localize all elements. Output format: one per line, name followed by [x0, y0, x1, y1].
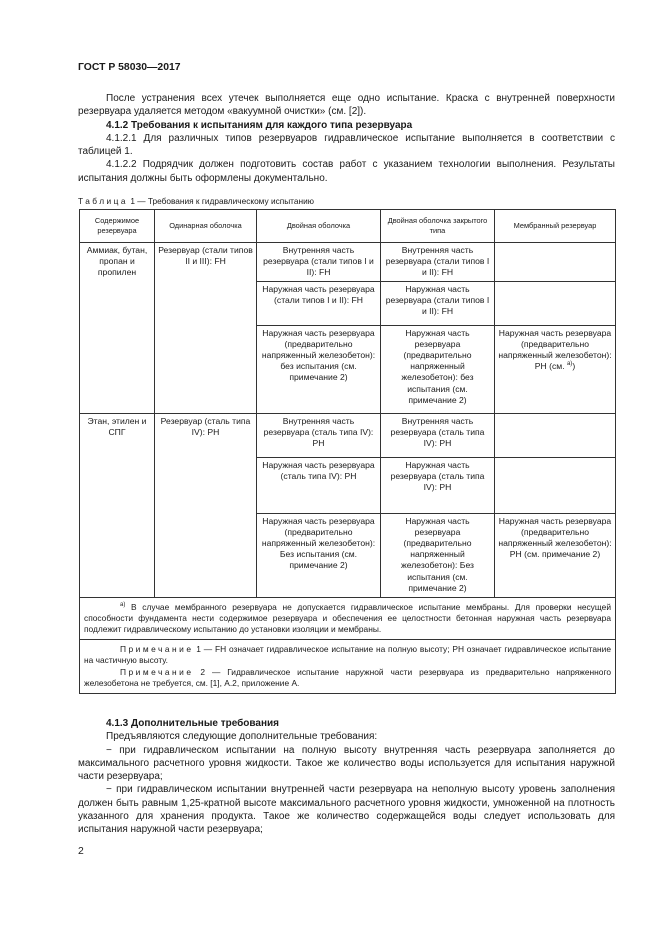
cell-closed-g1-r1: Внутренняя часть резервуара (стали типов I и II): FH [381, 243, 495, 282]
heading-4-1-3: 4.1.3 Дополнительные требования [106, 718, 280, 729]
table-footnote-row [80, 597, 616, 640]
table-footnote [80, 597, 616, 640]
cell-content-g1: Аммиак, бутан, пропан и пропилен [80, 243, 155, 414]
col-header-single: Одинарная оболочка [155, 210, 257, 243]
section-4-1-3 [78, 717, 615, 837]
cell-membrane-g1-r3 [495, 325, 616, 413]
col-header-double: Двойная оболочка [257, 210, 381, 243]
cell-membrane-g1-r2 [495, 281, 616, 325]
cell-double-g2-r1: Внутренняя часть резервуара (сталь типа IV): PH [257, 413, 381, 457]
heading-4-1-2: 4.1.2 Требования к испытаниям для каждого типа резервуара [106, 119, 413, 131]
col-header-membrane: Мембранный резервуар [495, 210, 616, 243]
cell-double-g1-r3: Наружная часть резервуара (предварительно напряженный железобетон): без испытания (см. примечание 2) [257, 325, 381, 413]
paragraph-full-height: − при гидравлическом испытании на полную высоту внутренняя часть резервуара заполняется до максимального расчетного уровня жидкости. Такое же количество воды используется для испытания наружной части резервуара; [78, 744, 615, 783]
footnote-ref: а) [566, 361, 573, 368]
cell-single-g1: Резервуар (стали типов II и III): FH [155, 243, 257, 414]
cell-closed-g1-r2: Наружная часть резервуара (стали типов I и II): FH [381, 281, 495, 325]
cell-content-g2: Этан, этилен и СПГ [80, 413, 155, 597]
caption-word: Таблица [78, 196, 129, 206]
hydraulic-test-table [79, 209, 616, 694]
table-caption [78, 196, 314, 206]
note-1 [84, 644, 611, 666]
document-header: ГОСТ Р 58030—2017 [78, 62, 181, 73]
footnote-text: В случае мембранного резервуара не допускается гидравлическое испытание мембраны. Для проверки несущей способности фундамента нести содержимое резервуара и обеспечения ее целостности бетонная наружная часть резервуара подлежит гидравлическому испытанию до установки изоляции и мембраны. [84, 601, 611, 635]
cell-double-g2-r2: Наружная часть резервуара (сталь типа IV): PH [257, 457, 381, 513]
cell-membrane-g2-r1 [495, 413, 616, 457]
paragraph-leak-test: После устранения всех утечек выполняется еще одно испытание. Краска с внутренней поверхности резервуара удаляется методом «вакуумной очистки» (см. [2]). [78, 93, 615, 118]
paragraph-4-1-2-1: 4.1.2.1 Для различных типов резервуаров гидравлическое испытание выполняется в соответствии с таблицей 1. [78, 132, 615, 158]
note-word: Примечание [120, 644, 194, 655]
cell-closed-g2-r3: Наружная часть резервуара (предварительно напряженный железобетон): Без испытания (см. примечание 2) [381, 513, 495, 597]
cell-double-g1-r2: Наружная часть резервуара (стали типов I и II): FH [257, 281, 381, 325]
cell-single-g2: Резервуар (сталь типа IV): PH [155, 413, 257, 597]
note-1-text: 1 — FH означает гидравлическое испытание на полную высоту; PH означает гидравлическое испытание на частичную высоту. [84, 644, 611, 666]
cell-closed-g2-r2: Наружная часть резервуара (сталь типа IV): PH [381, 457, 495, 513]
col-header-double-closed: Двойная оболочка закрытого типа [381, 210, 495, 243]
cell-membrane-g1-r1 [495, 243, 616, 282]
cell-membrane-g2-r3: Наружная часть резервуара (предварительно напряженный железобетон): PH (см. примечание 2) [495, 513, 616, 597]
caption-text: 1 — Требования к гидравлическому испытанию [128, 196, 314, 206]
table-row [80, 243, 616, 282]
page-number: 2 [78, 846, 84, 857]
table-notes-row [80, 640, 616, 694]
footnote-mark: а) [120, 601, 126, 608]
note-2-text: 2 — Гидравлическое испытание наружной части резервуара из предварительно напряженного железобетона не требуется, см. [1], А.2, приложение А. [84, 666, 611, 688]
table-header-row [80, 210, 616, 243]
table-notes [80, 640, 616, 694]
intro-section [78, 92, 615, 185]
cell-membrane-g2-r2 [495, 457, 616, 513]
table-row [80, 413, 616, 457]
paragraph-partial-height: − при гидравлическом испытании внутренней части резервуара на неполную высоту уровень заполнения должен быть равным 1,25-кратной высоте максимального расчетного уровня жидкости, умноженной на плотность указанного для хранения продукта. Такое же количество содержащейся воды следует использовать для испытания наружной части резервуара; [78, 784, 615, 836]
cell-closed-g1-r3: Наружная часть резервуара (предварительно напряженный железобетон): без испытания (см. примечание 2) [381, 325, 495, 413]
membrane-text: Наружная часть резервуара (предварительно напряженный железобетон): PH (см. [498, 327, 612, 372]
paragraph-additional-intro: Предъявляются следующие дополнительные требования: [106, 731, 378, 743]
note-word: Примечание [120, 666, 194, 677]
cell-closed-g2-r1: Внутренняя часть резервуара (сталь типа IV): PH [381, 413, 495, 457]
col-header-content: Содержимое резервуара [80, 210, 155, 243]
cell-double-g2-r3: Наружная часть резервуара (предварительно напряженный железобетон): Без испытания (см. примечание 2) [257, 513, 381, 597]
paragraph-4-1-2-2: 4.1.2.2 Подрядчик должен подготовить состав работ с указанием технологии выполнения. Результаты испытания должны быть оформлены документально. [78, 159, 615, 184]
cell-double-g1-r1: Внутренняя часть резервуара (стали типов I и II): FH [257, 243, 381, 282]
membrane-text-end: ) [572, 361, 576, 372]
note-2 [84, 667, 611, 689]
